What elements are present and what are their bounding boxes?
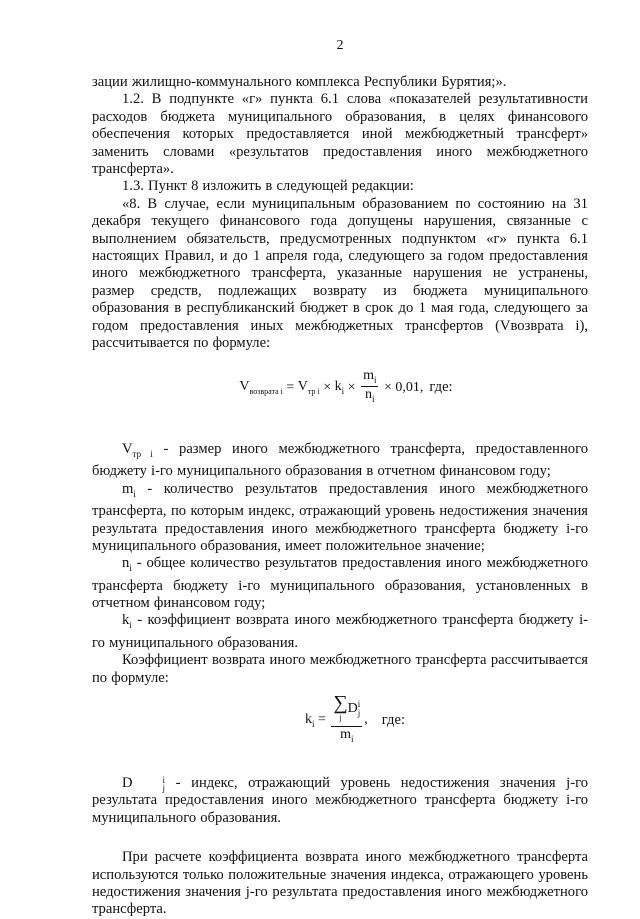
formula1-denominator: $n_i$ xyxy=(365,387,375,405)
formula2-gde: где: xyxy=(381,711,406,728)
formula1-eq: = xyxy=(282,379,298,395)
formula1-tail: × 0,01, xyxy=(380,379,424,395)
formula2-eq: = xyxy=(314,712,330,727)
formula2-numerator: ∑ j D i j xyxy=(331,694,362,727)
formula2-denominator: $m_i$ xyxy=(340,726,354,744)
paragraph-1-2: 1.2. В подпункте «г» пункта 6.1 слова «показателей результативности расходов бюджета муниципального образования, в целях финансового обеспечения которых предоставляется иной межбюджетный трансферт» заменить словами «результатов предоставления иного межбюджетного трансферта». xyxy=(92,91,588,178)
paragraph-1-3: 1.3. Пункт 8 изложить в следующей редакции: xyxy=(122,178,414,195)
definition-m: $m_i$ - количество результатов предоставления иного межбюджетного трансферта, по которым индекс, отражающий уровень недостижения значения результата предоставления иного межбюджетного трансферта бюджету i-го муниципального образования, имеет положительное значение; xyxy=(92,480,588,554)
formula1-numerator: $m_i$ xyxy=(361,369,378,388)
paragraph-positive-values: При расчете коэффициента возврата иного межбюджетного трансферта используются только положительные значения индекса, отражающего уровень недостижения значения j-го результата предоставления иного межбюджетного трансферта. xyxy=(92,849,588,918)
formula2-fraction xyxy=(331,691,362,747)
sum-index: j xyxy=(339,712,342,722)
paragraph-8: «8. В случае, если муниципальным образованием по состоянию на 31 декабря текущего финансового года допущены нарушения, связанные с выполнением обязательств, предусмотренных подпунктом «г» пункта 6.1 настоящих Правил, и до 1 апреля года, следующего за годом предоставления иного межбюджетного трансферта, указанные нарушения не устранены, размер средств, подлежащих возврату из бюджета муниципального образования в республиканский бюджет в срок до 1 мая года, следующего за годом предоставления иных межбюджетных трансфертов (Vвозврата i), рассчитывается по формуле: xyxy=(92,195,588,352)
page-number: 2 xyxy=(336,38,344,53)
formula1-lhs: $V_{возврата i}$ xyxy=(239,379,283,397)
paragraph-continuation: зации жилищно-коммунального комплекса Республики Бурятия;». xyxy=(92,74,507,90)
formula-return-amount xyxy=(104,369,588,408)
formula1-v: $V_{тр i}$ xyxy=(297,379,320,397)
definition-k: $k_i$ - коэффициент возврата иного межбюджетного трансферта бюджету i-го муниципального образования. xyxy=(92,612,588,651)
definition-d: D i j - индекс, отражающий уровень недостижения значения j-го результата предоставления иного межбюджетного трансферта бюджету i-го муниципального образования. xyxy=(92,774,588,826)
formula1-fraction xyxy=(361,369,378,408)
paragraph-coefficient: Коэффициент возврата иного межбюджетного трансферта рассчитывается по формуле: xyxy=(92,652,588,686)
formula2-comma: , xyxy=(364,712,368,727)
formula1-gde: где: xyxy=(429,379,453,396)
sum-symbol: ∑ xyxy=(333,691,348,714)
formula1-k: $k_i$ xyxy=(334,379,345,397)
formula-return-coefficient xyxy=(122,691,588,749)
formula1-times-1: × xyxy=(319,379,335,395)
formula1-times-2: × xyxy=(344,379,360,395)
definition-n: $n_i$ - общее количество результатов предоставления иного межбюджетного трансферта бюджету i-го муниципального образования, установленных в отчетном финансовом году; xyxy=(92,555,588,612)
definition-v: $V_{тр i}$ - размер иного межбюджетного трансферта, предоставленного бюджету i-го муниципального образования в отчетном финансовом году; xyxy=(92,441,588,480)
formula2-lhs: $k_i$ xyxy=(304,711,315,729)
